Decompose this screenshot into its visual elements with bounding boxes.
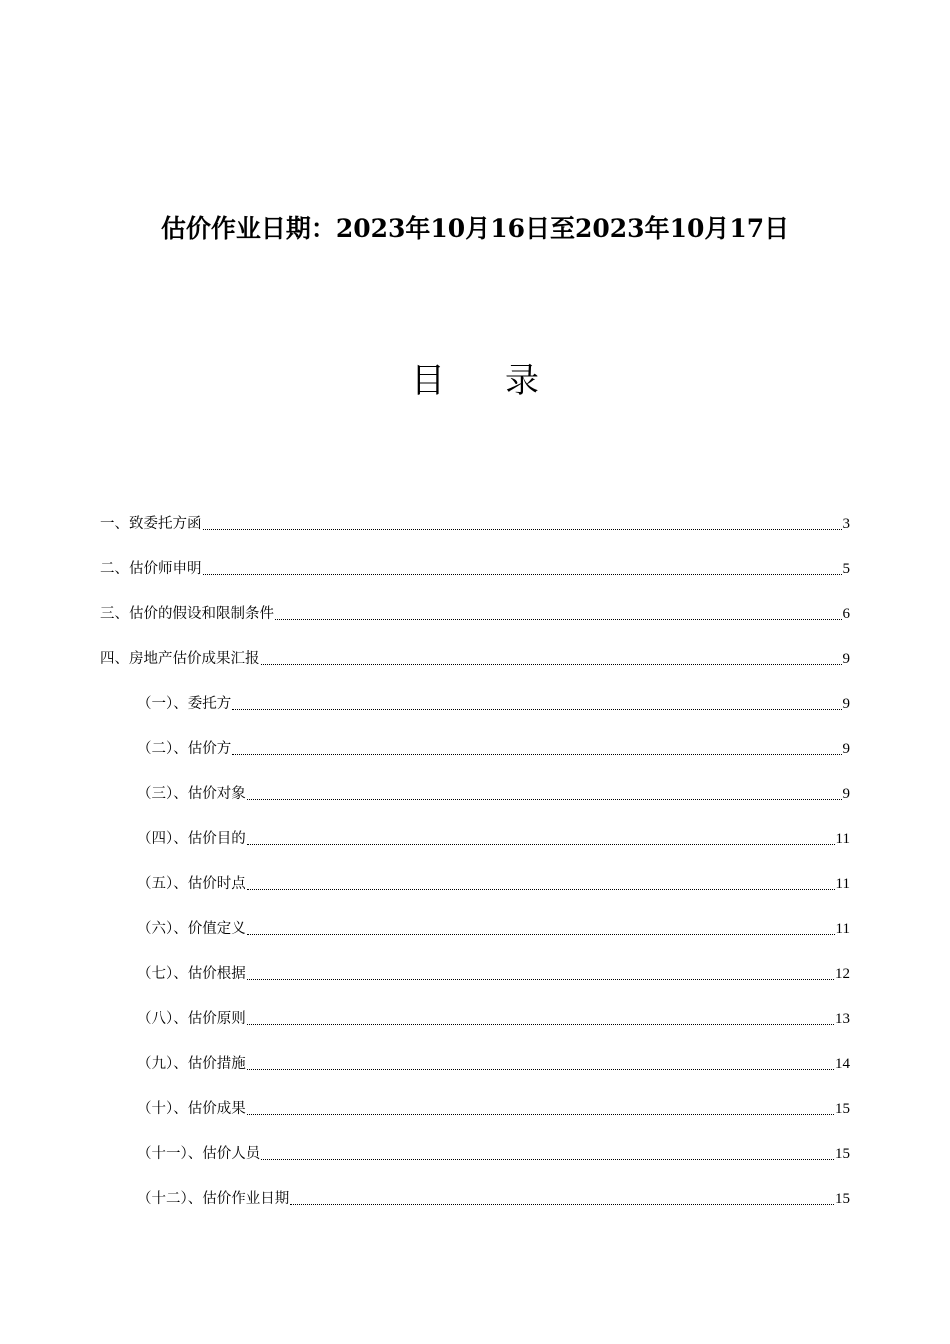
- toc-entry-page: 9: [842, 651, 850, 667]
- toc-entry-page: 11: [835, 921, 850, 937]
- toc-entry-label: （十一）、估价人员: [137, 1146, 261, 1162]
- dot-leader: [247, 889, 835, 890]
- toc-entry-4[interactable]: [100, 629, 850, 674]
- toc-entry-label: （十二）、估价作业日期: [137, 1191, 290, 1207]
- toc-entry-page: 9: [842, 741, 850, 757]
- appraisal-date-line: 估价作业日期：2023年10月16日至2023年10月17日: [160, 214, 790, 243]
- toc-subentry-5[interactable]: [100, 854, 850, 899]
- dot-leader: [290, 1204, 834, 1205]
- dot-leader: [247, 979, 834, 980]
- toc-entry-page: 11: [835, 831, 850, 847]
- toc-entry-label: 一、致委托方函: [100, 516, 202, 532]
- toc-subentry-12[interactable]: [100, 1169, 850, 1214]
- dot-leader: [275, 619, 842, 620]
- toc-title-char-1: 目: [411, 361, 445, 401]
- toc-entry-label: 四、房地产估价成果汇报: [100, 651, 260, 667]
- dot-leader: [247, 934, 835, 935]
- toc-entry-label: （四）、估价目的: [137, 831, 246, 847]
- toc-entry-page: 9: [842, 786, 850, 802]
- toc-subentry-6[interactable]: [100, 899, 850, 944]
- toc-entry-label: （六）、价值定义: [137, 921, 246, 937]
- dot-leader: [261, 1159, 834, 1160]
- dot-leader: [247, 1024, 834, 1025]
- toc-entry-label: （一）、委托方: [137, 696, 232, 712]
- toc-entry-page: 12: [835, 966, 850, 982]
- dot-leader: [247, 1069, 834, 1070]
- toc-entry-label: （七）、估价根据: [137, 966, 246, 982]
- toc-subentry-10[interactable]: [100, 1079, 850, 1124]
- toc-subentry-8[interactable]: [100, 989, 850, 1034]
- toc-entry-page: 5: [842, 561, 850, 577]
- toc-entry-label: （五）、估价时点: [137, 876, 246, 892]
- toc-entry-page: 6: [842, 606, 850, 622]
- dot-leader: [247, 844, 835, 845]
- toc-entry-label: （八）、估价原则: [137, 1011, 246, 1027]
- dot-leader: [247, 1114, 834, 1115]
- toc-subentry-11[interactable]: [100, 1124, 850, 1169]
- toc-entry-page: 15: [835, 1191, 850, 1207]
- toc-entry-page: 15: [835, 1146, 850, 1162]
- toc-entry-label: 二、估价师申明: [100, 561, 202, 577]
- toc-entry-label: （十）、估价成果: [137, 1101, 246, 1117]
- toc-entry-3[interactable]: [100, 584, 850, 629]
- toc-entry-label: （九）、估价措施: [137, 1056, 246, 1072]
- toc-entry-page: 13: [835, 1011, 850, 1027]
- toc-entry-label: 三、估价的假设和限制条件: [100, 606, 274, 622]
- toc-entry-label: （二）、估价方: [137, 741, 232, 757]
- toc-entry-page: 11: [835, 876, 850, 892]
- dot-leader: [203, 529, 842, 530]
- dot-leader: [232, 754, 841, 755]
- dot-leader: [247, 799, 842, 800]
- toc-title: [0, 356, 950, 406]
- toc-subentry-3[interactable]: [100, 764, 850, 809]
- toc-entry-2[interactable]: [100, 539, 850, 584]
- toc-title-char-2: 录: [505, 361, 539, 401]
- dot-leader: [203, 574, 842, 575]
- toc-subentry-7[interactable]: [100, 944, 850, 989]
- toc-subentry-2[interactable]: [100, 719, 850, 764]
- toc-entry-label: （三）、估价对象: [137, 786, 246, 802]
- toc-entry-page: 15: [835, 1101, 850, 1117]
- toc-entry-page: 9: [842, 696, 850, 712]
- toc-entry-page: 14: [835, 1056, 850, 1072]
- toc-subentry-1[interactable]: [100, 674, 850, 719]
- toc-subentry-9[interactable]: [100, 1034, 850, 1079]
- table-of-contents: [100, 494, 850, 1214]
- dot-leader: [261, 664, 842, 665]
- toc-subentry-4[interactable]: [100, 809, 850, 854]
- toc-entry-1[interactable]: [100, 494, 850, 539]
- toc-entry-page: 3: [842, 516, 850, 532]
- dot-leader: [232, 709, 841, 710]
